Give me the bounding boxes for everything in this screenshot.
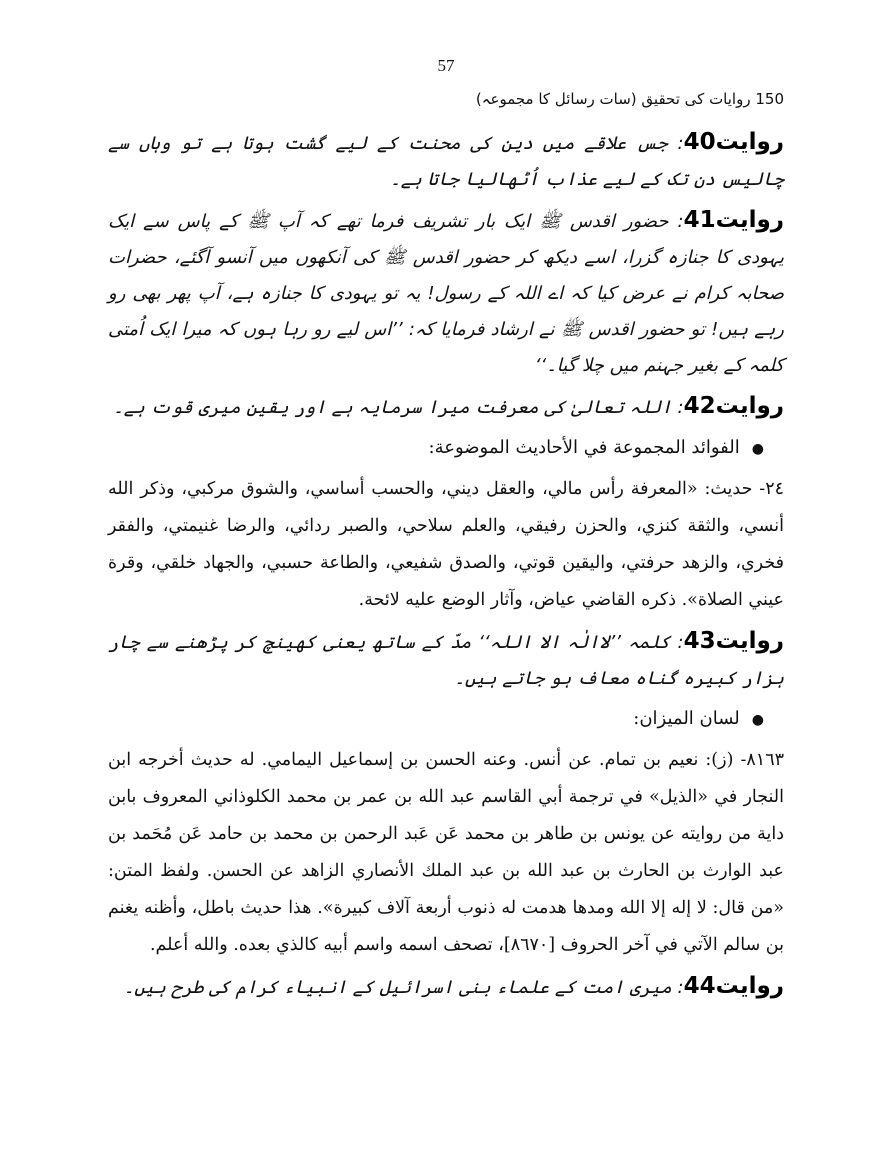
riwayat-label: روایت: [715, 628, 784, 654]
riwayat-label: روایت: [715, 129, 784, 155]
source-heading-text: الفوائد المجموعة في الأحاديث الموضوعة:: [428, 437, 740, 458]
source-heading-fawaid: [108, 430, 784, 467]
running-header: 150 روایات کی تحقیق (سات رسائل کا مجموعہ): [475, 90, 784, 108]
riwayat-number: 40: [683, 129, 716, 155]
riwayat-43: [108, 623, 784, 697]
riwayat-text: : جس علاقے میں دین کی محنت کے لیے گشت ہوتا ہے تو وہاں سے چالیس دن تک کے لیے عذاب اُٹھالیا جاتا ہے۔: [108, 133, 784, 190]
source-text-lisan: ٨١٦٣- (ز): نعيم بن تمام. عن أنس. وعنه الحسن بن إسماعيل اليمامي. له حديث أخرجه ابن النجار في «الذيل» في ترجمة أبي القاسم عبد الله بن عمر بن محمد الكلوذاني المعروف بابن داية من روايته عن يونس بن طاهر بن محمد عَن عَبد الرحمن بن محمد بن حامد عَن مُحَمد بن عبد الوارث بن الحارث بن عبد الله بن عبد الملك الأنصاري الزاهد عن الحسن. ولفظ المتن: «من قال: لا إله إلا الله ومدها هدمت له ذنوب أربعة آلاف كبيرة». هذا حديث باطل، وأظنه يغنم بن سالم الآتي في آخر الحروف [٨٦٧٠]، تصحف اسمه واسم أبيه كالذي بعده. والله أعلم.: [108, 750, 784, 955]
riwayat-label: روایت: [715, 207, 784, 233]
riwayat-41: [108, 202, 784, 384]
riwayat-number: 43: [683, 628, 716, 654]
source-heading-lisan: [108, 701, 784, 738]
riwayat-text: : حضور اقدس ﷺ ایک بار تشریف فرما تھے کہ آپ ﷺ کے پاس سے ایک یہودی کا جنازہ گزرا، اسے دیکھ کر حضور اقدس ﷺ کی آنکھوں میں آنسو آگئے، حضرات صحابہ کرام نے عرض کیا کہ اے اللہ کے رسول! یہ تو یہودی کا جنازہ ہے، آپ پھر بھی رو رہے ہیں! تو حضور اقدس ﷺ نے ارشاد فرمایا کہ: ’’اس لیے رو رہا ہوں کہ میرا ایک اُمتی کلمہ کے بغیر جہنم میں چلا گیا۔‘‘: [108, 211, 784, 376]
riwayat-number: 42: [683, 393, 716, 419]
riwayat-number: 44: [683, 973, 716, 999]
riwayat-number: 41: [683, 207, 716, 233]
page-body: [108, 124, 784, 1010]
riwayat-label: روایت: [715, 973, 784, 999]
source-text-fawaid: ٢٤- حديث: «المعرفة رأس مالي، والعقل ديني، والحسب أساسي، والشوق مركبي، وذكر الله أنسي، والثقة كنزي، والحزن رفيقي، والعلم سلاحي، والصبر ردائي، والرضا غنيمتي، والفقر فخري، والزهد حرفتي، واليقين قوتي، والصدق شفيعي، والطاعة حسبي، والجهاد خلقي، وقرة عيني الصلاة». ذكره القاضي عياض، وآثار الوضع عليه لائحة.: [108, 479, 784, 610]
riwayat-text: : اللہ تعالیٰ کی معرفت میرا سرمایہ ہے اور یقین میری قوت ہے۔: [113, 397, 684, 418]
page-number: 57: [437, 56, 455, 75]
riwayat-text: : میری امت کے علماء بنی اسرائیل کے انبیاء کرام کی طرح ہیں۔: [123, 977, 684, 998]
bullet-icon: ●: [751, 712, 764, 728]
riwayat-44: [108, 968, 784, 1006]
riwayat-label: روایت: [715, 393, 784, 419]
riwayat-42: [108, 388, 784, 426]
riwayat-text: : کلمہ ’’لاالٰہ الا اللہ‘‘ مدّ کے ساتھ یعنی کھینچ کر پڑھنے سے چار ہزار کبیرہ گناہ معاف ہو جاتے ہیں۔: [108, 632, 784, 689]
source-heading-text: لسان الميزان:: [633, 708, 740, 729]
riwayat-40: [108, 124, 784, 198]
bullet-icon: ●: [751, 441, 764, 457]
